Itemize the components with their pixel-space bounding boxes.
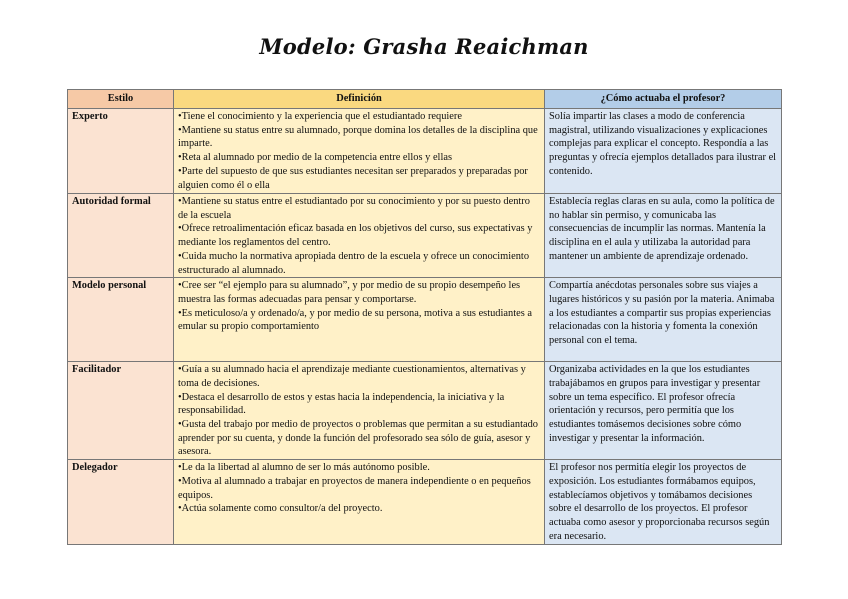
table-row (68, 109, 782, 194)
definition-item: •Ofrece retroalimentación eficaz basada en los objetivos del curso, sus expectativas y mediante los reglamentos del centro. (178, 223, 533, 249)
definition-cell (174, 362, 545, 460)
definition-item: •Parte del supuesto de que sus estudiantes necesitan ser preparados y preparadas por alguien como él o ella (178, 165, 528, 191)
definition-item: •Tiene el conocimiento y la experiencia que el estudiantado requiere (178, 111, 462, 122)
teacher-cell: Solía impartir las clases a modo de conferencia magistral, utilizando visualizaciones y explicaciones complejas para explicar el concepto. Respondía a las preguntas y ofrecía ejemplos detallados para ilustrar el contenido. (545, 109, 782, 194)
definition-item: •Mantiene su status entre su alumnado, porque domina los detalles de la disciplina que imparte. (178, 124, 538, 150)
style-cell: Modelo personal (68, 278, 174, 362)
table-row (68, 194, 782, 278)
table-row (68, 278, 782, 362)
definition-item: •Le da la libertad al alumno de ser lo más autónomo posible. (178, 462, 430, 474)
definition-cell (174, 278, 545, 362)
style-cell: Delegador (68, 460, 174, 545)
definition-item: •Gusta del trabajo por medio de proyectos o problemas que permitan a su estudiantado aprender por su cuenta, y donde la función del profesorado sea sólo de guía, asesor y asesora. (178, 419, 538, 458)
definition-item: •Cree ser “el ejemplo para su alumnado”, y por medio de su propio desempeño les muestra las formas adecuadas para pensar y comportarse. (178, 280, 521, 305)
header-row (68, 90, 782, 109)
header-teacher: ¿Cómo actuaba el profesor? (545, 90, 782, 109)
teacher-cell: Organizaba actividades en la que los estudiantes trabajábamos en grupos para investigar y presentar sobre un tema específico. El profesor ofrecía orientación y recursos, pero permitía que los estudiantes tomásemos decisiones sobre cómo investigar y presentar la información. (545, 362, 782, 460)
definition-cell (174, 194, 545, 278)
teacher-cell: Compartía anécdotas personales sobre sus viajes a lugares históricos y su pasión por la materia. Animaba a los estudiantes a compartir sus propias experiencias relacionadas con la historia y fomenta la conexión personal con el tema. (545, 278, 782, 362)
style-cell: Autoridad formal (68, 194, 174, 278)
style-cell: Experto (68, 109, 174, 194)
definition-item: •Es meticuloso/a y ordenado/a, y por medio de su persona, motiva a sus estudiantes a emular su propio comportamiento (178, 307, 532, 333)
definition-item: •Guía a su alumnado hacia el aprendizaje mediante cuestionamientos, alternativas y toma de decisiones. (178, 364, 526, 389)
header-style: Estilo (68, 90, 174, 109)
style-cell: Facilitador (68, 362, 174, 460)
teacher-cell: El profesor nos permitía elegir los proyectos de exposición. Los estudiantes formábamos equipos, establecíamos objetivos y tomábamos decisiones sobre el desarrollo de los proyectos. El profesor actuaba como asesor y proporcionaba recursos según era necesario. (545, 460, 782, 545)
grasha-table (67, 89, 782, 545)
table-row (68, 460, 782, 545)
document-title: Modelo: Grasha Reaichman (259, 34, 589, 59)
table-row (68, 362, 782, 460)
header-definition: Definición (174, 90, 545, 109)
definition-item: •Destaca el desarrollo de estos y estas hacia la independencia, la iniciativa y la responsabilidad. (178, 391, 505, 417)
definition-cell (174, 109, 545, 194)
teacher-cell: Establecía reglas claras en su aula, como la política de no hablar sin permiso, y comunicaba las consecuencias de incumplir las normas. Mantenía la disciplina en el aula y utilizaba la autoridad para mantener un ambiente de aprendizaje ordenado. (545, 194, 782, 278)
definition-item: •Motiva al alumnado a trabajar en proyectos de manera independiente o en pequeños equipos. (178, 475, 531, 501)
definition-cell (174, 460, 545, 545)
definition-item: •Cuida mucho la normativa apropiada dentro de la escuela y ofrece un conocimiento estructurado al alumnado. (178, 250, 530, 276)
definition-item: •Mantiene su status entre el estudiantado por su conocimiento y por su puesto dentro de la escuela (178, 196, 530, 221)
definition-item: •Actúa solamente como consultor/a del proyecto. (178, 503, 383, 515)
definition-item: •Reta al alumnado por medio de la competencia entre ellos y ellas (178, 152, 452, 164)
